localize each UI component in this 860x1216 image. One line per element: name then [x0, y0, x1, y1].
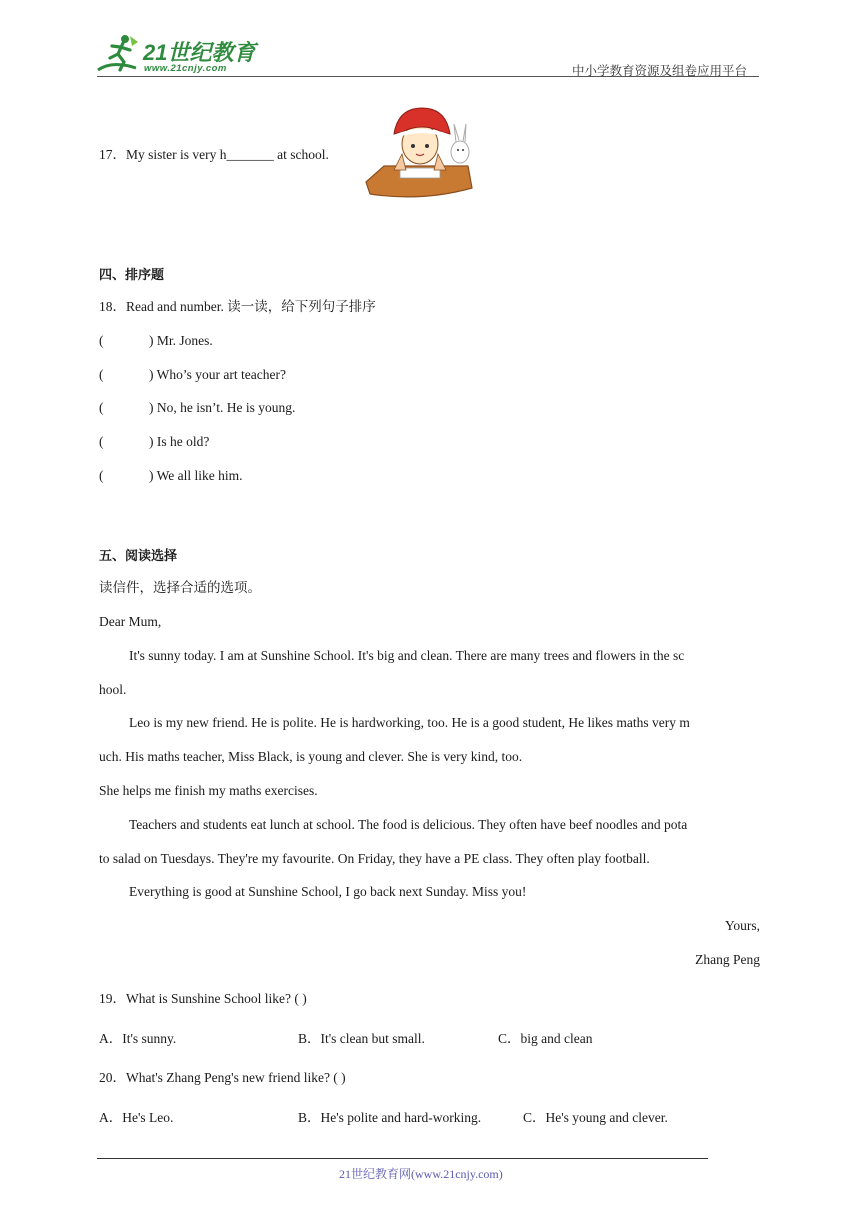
letter-line: hool.	[99, 682, 127, 697]
q19-option-c[interactable]: C．big and clean	[498, 1031, 593, 1046]
studying-girl-illustration	[362, 104, 480, 204]
q19-option-b[interactable]: B．It's clean but small.	[298, 1031, 425, 1046]
letter-line: Teachers and students eat lunch at school. The food is delicious. They often have beef noodles and pota	[129, 817, 688, 832]
girl-reading-icon	[362, 104, 480, 204]
q20-option-b[interactable]: B．He's polite and hard-working.	[298, 1110, 482, 1125]
logo-url: www.21cnjy.com	[144, 63, 227, 74]
order-item: ) No, he isn’t. He is young.	[149, 400, 296, 415]
q20-option-a[interactable]: A．He's Leo.	[99, 1110, 174, 1125]
platform-title: 中小学教育资源及组卷应用平台	[572, 64, 748, 78]
order-item: ) We all like him.	[149, 468, 243, 483]
order-item: ) Mr. Jones.	[149, 333, 213, 348]
order-bracket: (	[99, 367, 104, 382]
question-19: 19．What is Sunshine School like? ( )	[99, 991, 307, 1006]
section-4-title: 四、排序题	[99, 268, 165, 283]
letter-signature: Zhang Peng	[695, 952, 760, 967]
letter-line: Everything is good at Sunshine School, I go back next Sunday. Miss you!	[129, 884, 527, 899]
letter-line: uch. His maths teacher, Miss Black, is young and clever. She is very kind, too.	[99, 749, 523, 764]
footer-link[interactable]: 21世纪教育网(www.21cnjy.com)	[339, 1167, 503, 1181]
runner-logo-icon	[92, 32, 144, 76]
letter-line: It's sunny today. I am at Sunshine School. It's big and clean. There are many trees and flowers in the sc	[129, 648, 685, 663]
question-18-instruction: 18．Read and number. 读一读，给下列句子排序	[99, 299, 376, 314]
letter-greeting: Dear Mum,	[99, 614, 162, 629]
logo-text: 21世纪教育	[143, 40, 256, 65]
order-bracket: (	[99, 434, 104, 449]
q19-option-a[interactable]: A．It's sunny.	[99, 1031, 177, 1046]
order-bracket: (	[99, 333, 104, 348]
section-5-title: 五、阅读选择	[99, 549, 178, 564]
order-item: ) Is he old?	[149, 434, 210, 449]
order-bracket: (	[99, 400, 104, 415]
order-bracket: (	[99, 468, 104, 483]
order-item: ) Who’s your art teacher?	[149, 367, 286, 382]
footer-divider	[97, 1158, 708, 1159]
letter-line: to salad on Tuesdays. They're my favourite. On Friday, they have a PE class. They often play football.	[99, 851, 650, 866]
q20-option-c[interactable]: C．He's young and clever.	[523, 1110, 668, 1125]
letter-closing: Yours,	[724, 918, 760, 933]
question-17: 17．My sister is very h_______ at school.	[99, 147, 329, 162]
reading-instruction: 读信件，选择合适的选项。	[99, 580, 261, 595]
letter-line: Leo is my new friend. He is polite. He is hardworking, too. He is a good student, He likes maths very m	[129, 715, 690, 730]
site-logo	[92, 32, 262, 78]
question-20: 20．What's Zhang Peng's new friend like? ( )	[99, 1070, 346, 1085]
header-divider	[97, 76, 759, 77]
letter-line: She helps me finish my maths exercises.	[99, 783, 318, 798]
